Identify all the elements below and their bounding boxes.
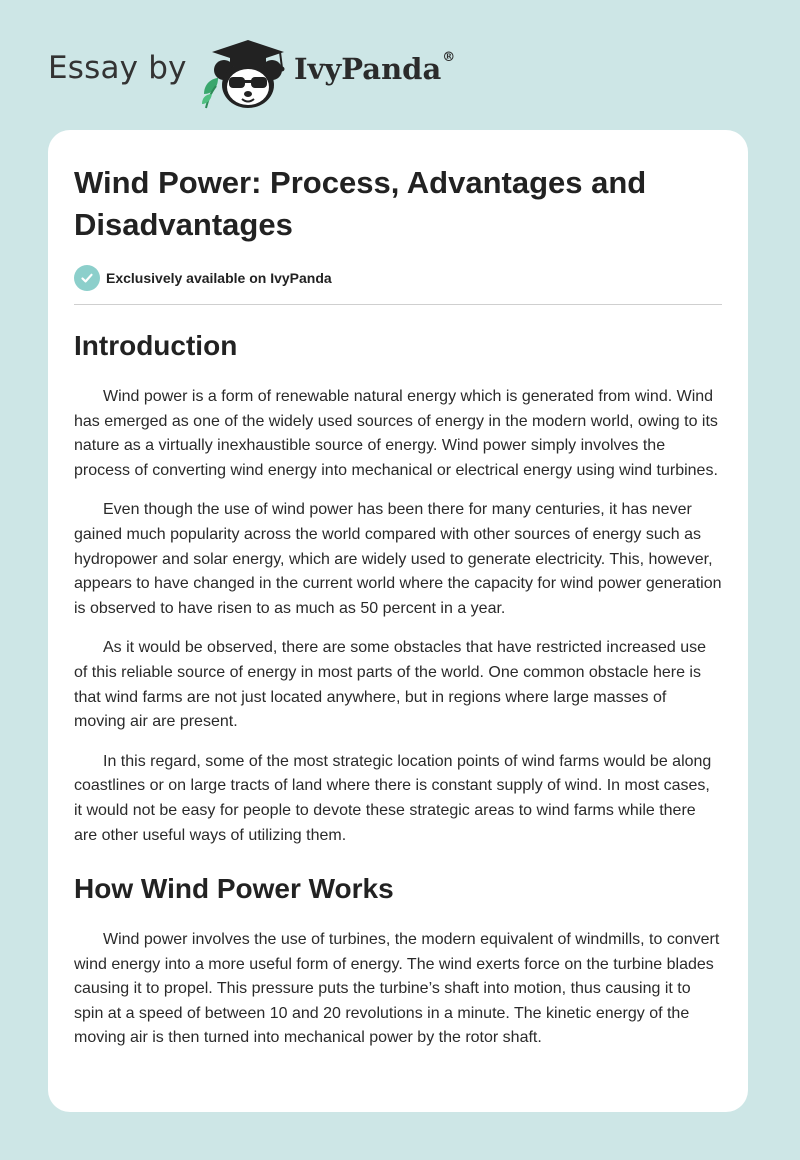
exclusive-label: Exclusively available on IvyPanda <box>106 270 332 286</box>
site-header <box>48 34 468 110</box>
essay-card <box>48 130 748 1112</box>
panda-logo-icon[interactable] <box>198 34 298 110</box>
brand-prefix: Essay by <box>48 50 187 86</box>
leaf-icon <box>202 78 218 108</box>
brand-name[interactable]: IvyPanda® <box>294 50 456 86</box>
paragraph: Even though the use of wind power has been there for many centuries, it has never gained much popularity across the world compared with other sources of energy such as hydropower and solar energy, which are widely used to generate electricity. This, however, appears to have changed in the current world where the capacity for wind power generation is observed to have risen to as much as 50 percent in a year. <box>74 501 722 617</box>
paragraph: In this regard, some of the most strategic location points of wind farms would be along coastlines or on large tracts of land where there is constant supply of wind. In most cases, it would not be easy for people to devote these strategic areas to wind farms while there are other useful ways of utilizing them. <box>74 752 712 844</box>
paragraph: Wind power involves the use of turbines, the modern equivalent of windmills, to convert wind energy into a more useful form of energy. The wind exerts force on the turbine blades causing it to propel. This pressure puts the turbine’s shaft into motion, thus causing it to spin at a speed of between 10 and 20 revolutions in a minute. The kinetic energy of the moving air is then turned into mechanical power by the rotor shaft. <box>74 931 720 1047</box>
paragraph: Wind power is a form of renewable natural energy which is generated from wind. Wind has emerged as one of the widely used sources of energy in the modern world, owing to its nature as a virtually inexhaustible source of energy. Wind power simply involves the process of converting wind energy into mechanical or electrical energy using wind turbines. <box>74 388 718 479</box>
section-heading-how-wind-power-works: How Wind Power Works <box>74 873 394 905</box>
divider <box>74 304 722 305</box>
paragraph: As it would be observed, there are some obstacles that have restricted increased use of this reliable source of energy in most parts of the world. One common obstacle here is that wind farms are not just located anywhere, but in regions where large masses of moving air are present. <box>74 639 706 731</box>
section-heading-introduction: Introduction <box>74 330 238 361</box>
essay-title: Wind Power: Process, Advantages and Disadvantages <box>74 165 647 242</box>
registered-mark: ® <box>442 50 456 65</box>
check-icon <box>74 265 100 291</box>
exclusive-badge <box>74 264 722 292</box>
